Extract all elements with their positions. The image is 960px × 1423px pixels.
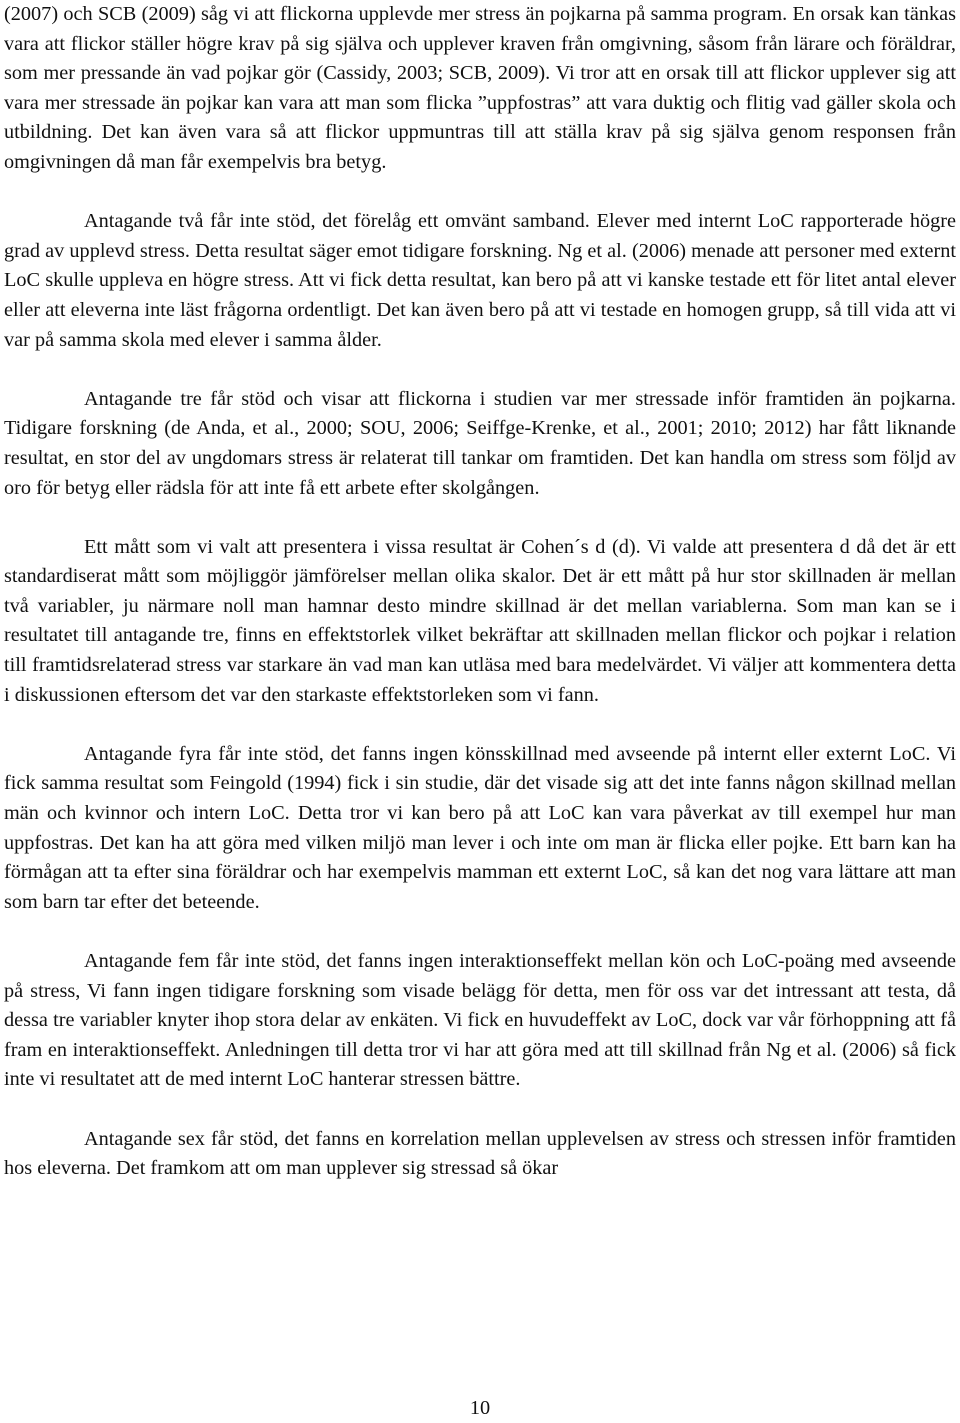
paragraph-hypothesis-six: Antagande sex får stöd, det fanns en korrelation mellan upplevelsen av stress och stressen inför framtiden hos eleverna. Det framkom att om man upplever sig stressad så ökar <box>4 1127 956 1180</box>
paragraph-hypothesis-two: Antagande två får inte stöd, det förelåg ett omvänt samband. Elever med internt LoC rapporterade högre grad av upplevd stress. Detta resultat säger emot tidigare forskning. Ng et al. (2006) menade att personer med externt LoC skulle uppleva en högre stress. Att vi fick detta resultat, kan bero på att vi kanske testade ett för litet antal elever eller att eleverna inte läst frågorna ordentligt. Det kan även bero på att vi testade en homogen grupp, så till vida att vi var på samma skola med elever i samma ålder. <box>4 210 956 351</box>
paragraph-hypothesis-four: Antagande fyra får inte stöd, det fanns ingen könsskillnad med avseende på internt eller externt LoC. Vi fick samma resultat som Feingold (1994) fick i sin studie, där det visade sig att det inte fanns någon skillnad mellan män och kvinnor och intern LoC. Detta tror vi kan bero på att LoC kan vara påverkat av till exempel hur man uppfostras. Det kan ha att göra med vilken miljö man lever i och inte om man är flicka eller pojke. Ett barn kan ha förmågan att ta efter sina föräldrar och har exempelvis mamman ett externt LoC, så kan det nog vara lättare att man som barn tar efter det beteende. <box>4 742 956 913</box>
paragraph-hypothesis-three: Antagande tre får stöd och visar att flickorna i studien var mer stressade inför framtiden än pojkarna. Tidigare forskning (de Anda, et al., 2000; SOU, 2006; Seiffge-Krenke, et al., 2001; 2010; 2012) har fått liknande resultat, en stor del av ungdomars stress är relaterat till tankar om framtiden. Det kan handla om stress som följd av oro för betyg eller rädsla för att inte få ett arbete efter skolgången. <box>4 387 956 499</box>
document-page <box>4 0 956 1184</box>
paragraph-stress-gender: (2007) och SCB (2009) såg vi att flickorna upplevde mer stress än pojkarna på samma program. En orsak kan tänkas vara att flickor ställer högre krav på sig själva och upplever kraven från omgivning, såsom från lärare och föräldrar, som mer pressande än vad pojkar gör (Cassidy, 2003; SCB, 2009). Vi tror att en orsak till att flickor upplever sig att vara mer stressade än pojkar kan vara att man som flicka ”uppfostras” att vara duktig och flitig vad gäller skola och utbildning. Det kan även vara så att flickor uppmuntras till att ställa krav på sig själva genom responsen från omgivningen då man får exempelvis bra betyg. <box>4 3 956 173</box>
page-number: 10 <box>469 1397 491 1419</box>
paragraph-hypothesis-five: Antagande fem får inte stöd, det fanns ingen interaktionseffekt mellan kön och LoC-poäng med avseende på stress, Vi fann ingen tidigare forskning som visade belägg för detta, men för oss var det intressant att testa, då dessa tre variabler knyter ihop stora delar av enkäten. Vi fick en huvudeffekt av LoC, dock var vår förhoppning att få fram en interaktionseffekt. Anledningen till detta tror vi har att göra med att till skillnad från Ng et al. (2006) så fick inte vi resultatet att de med internt LoC hanterar stressen bättre. <box>4 950 956 1091</box>
paragraph-cohens-d: Ett mått som vi valt att presentera i vissa resultat är Cohen´s d (d). Vi valde att presentera d då det är ett standardiserat mått som möjliggör jämförelser mellan olika skalor. Det är ett mått på hur stor skillnaden är mellan två variabler, ju närmare noll man hamnar desto mindre skillnad är det mellan variablerna. Som man kan se i resultatet till antagande tre, finns en effektstorlek vilket bekräftar att skillnaden mellan flickor och pojkar i relation till framtidsrelaterad stress var starkare än vad man kan utläsa med bara medelvärdet. Vi väljer att kommentera detta i diskussionen eftersom det var den starkaste effektstorleken som vi fann. <box>4 535 956 706</box>
